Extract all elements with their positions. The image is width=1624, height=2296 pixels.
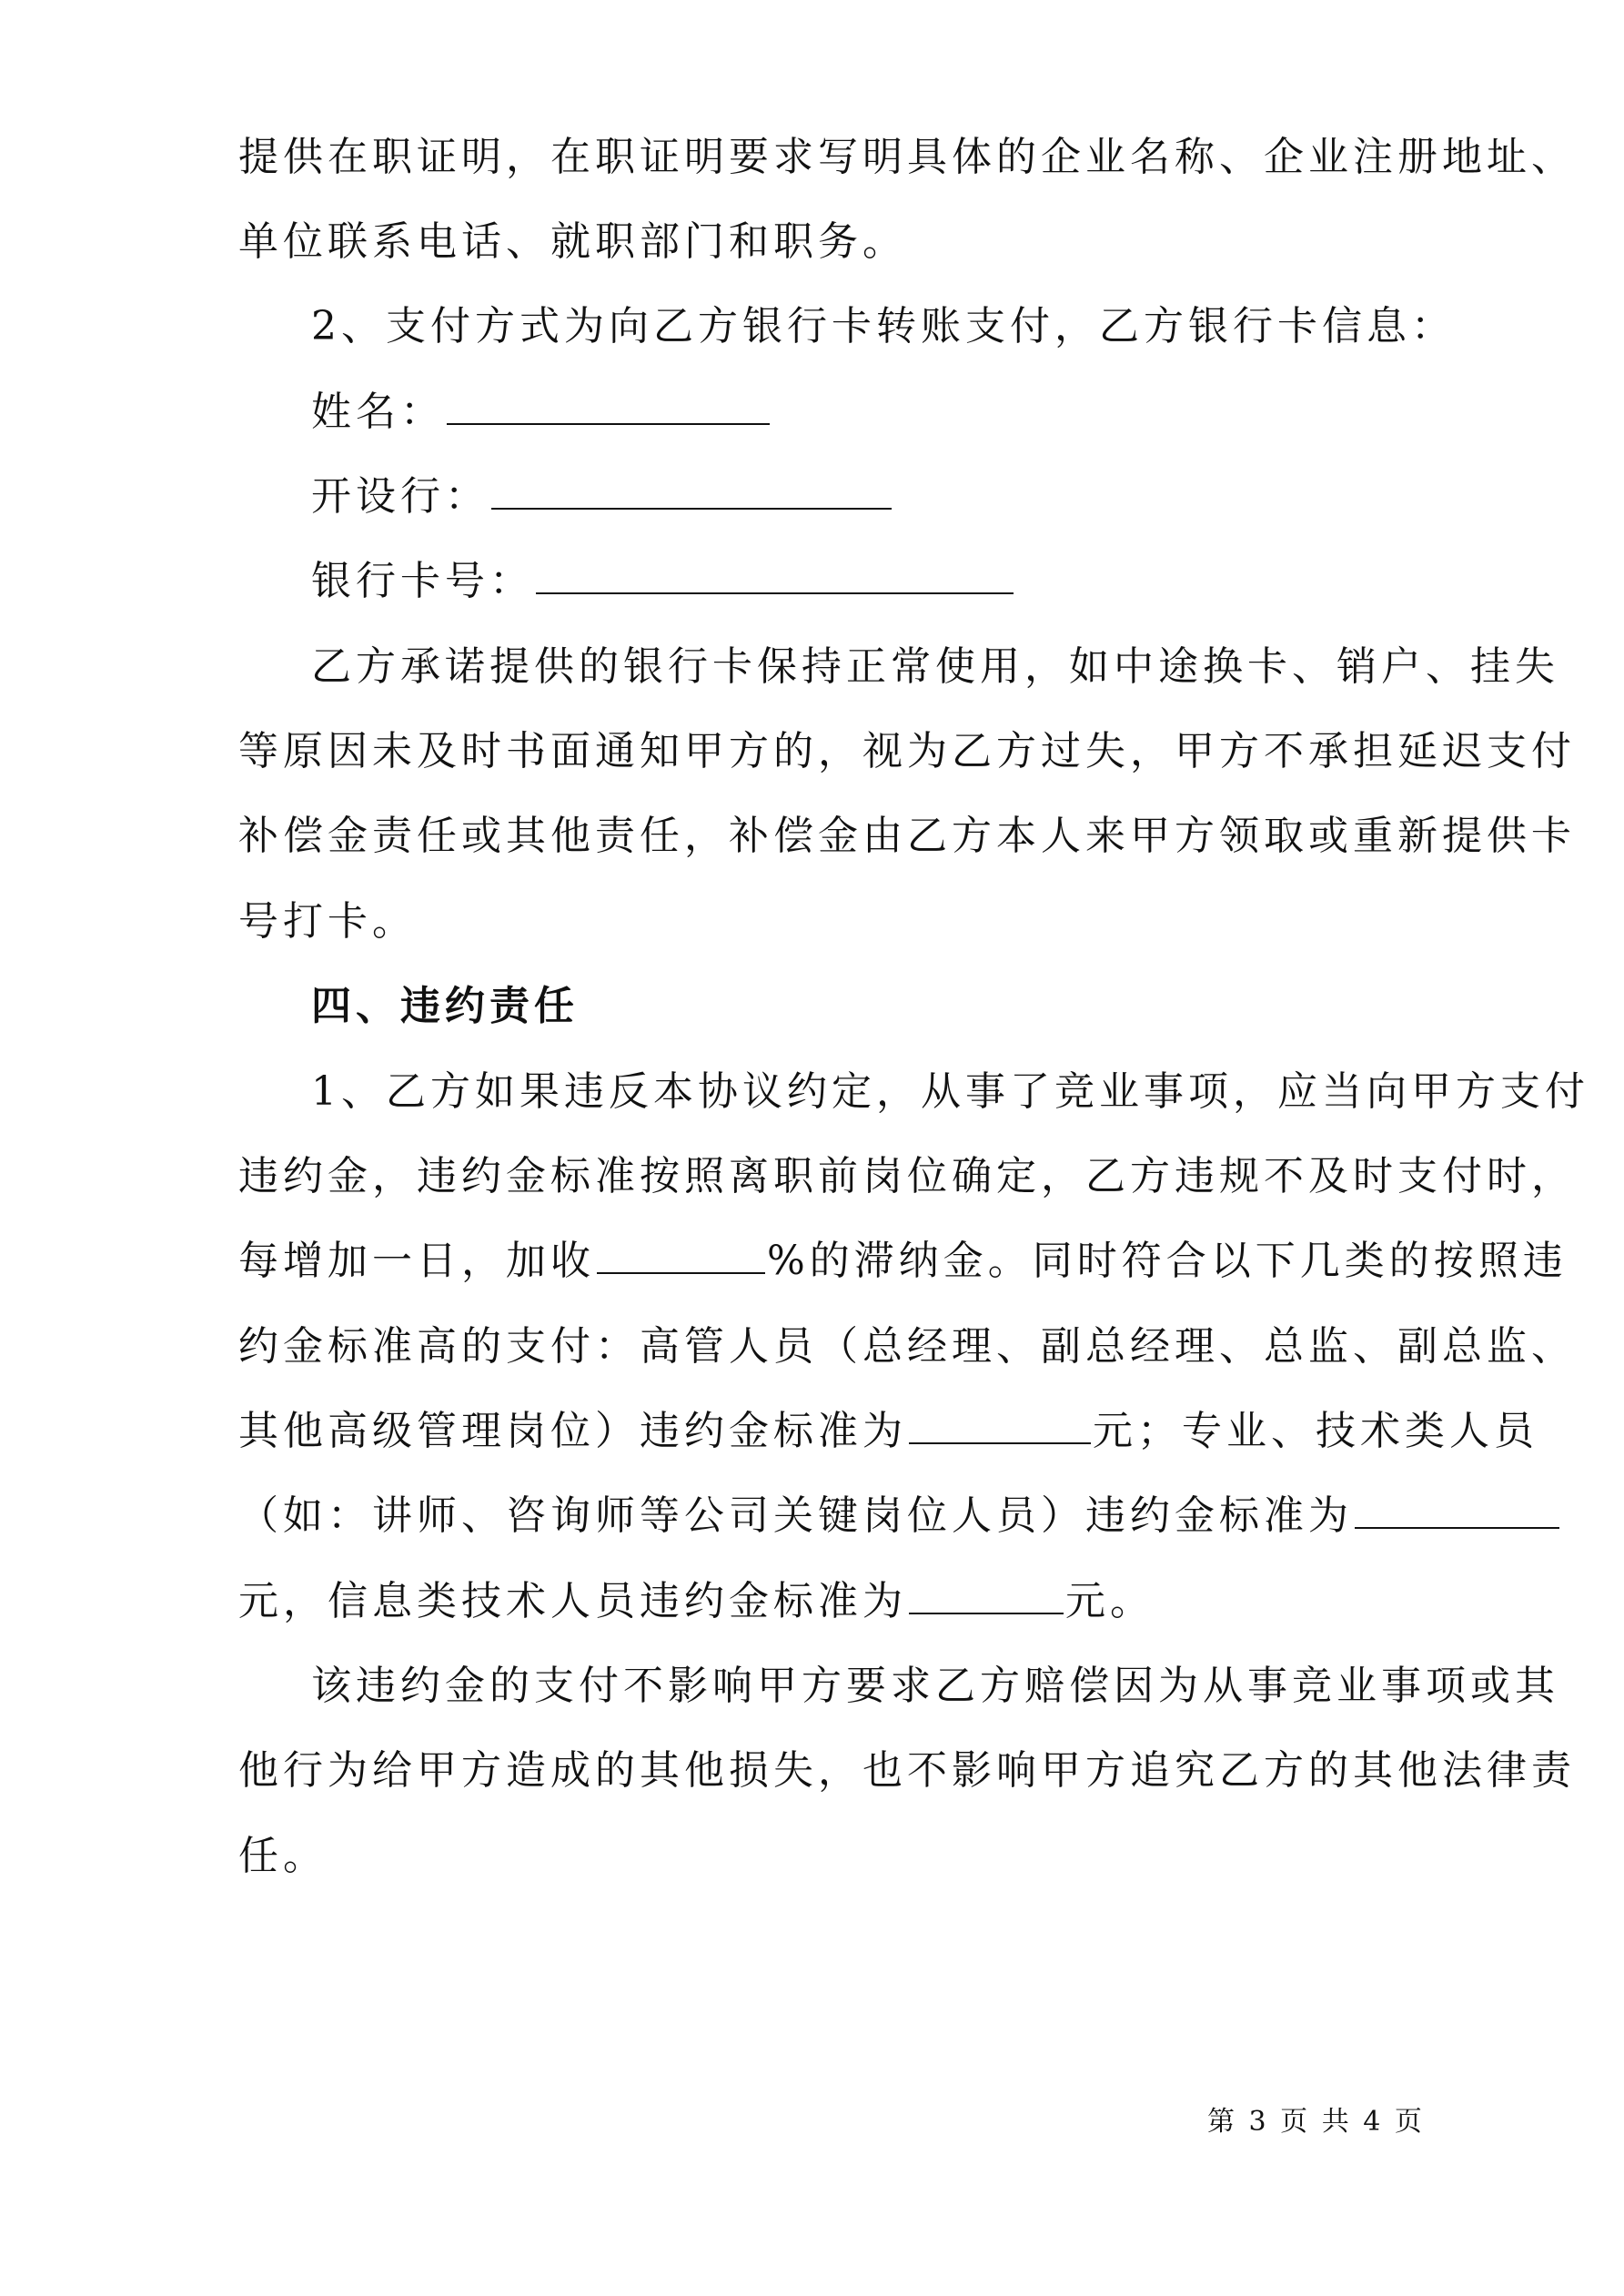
bank-branch-field-line — [311, 470, 893, 524]
paragraph-line — [238, 895, 417, 949]
paragraph-line — [238, 1489, 1561, 1543]
paragraph-line — [238, 1149, 1576, 1204]
bank-branch-label: 开设行： — [311, 473, 489, 520]
paragraph-line — [238, 130, 1576, 185]
paragraph-line — [311, 299, 1456, 354]
technical-penalty-blank — [1355, 1491, 1559, 1529]
name-blank — [447, 387, 770, 425]
text: 2、支付方式为向乙方银行卡转账支付，乙方银行卡信息： — [311, 303, 1456, 349]
section-heading — [311, 979, 579, 1034]
paragraph-line — [238, 809, 1576, 864]
name-label: 姓名： — [311, 389, 445, 435]
card-number-field-line — [311, 554, 1015, 609]
text: 号打卡。 — [238, 898, 417, 945]
paragraph-line — [238, 1574, 1155, 1629]
page-number-footer: 第 3 页 共 4 页 — [1207, 2106, 1425, 2138]
text: 元，信息类技术人员违约金标准为 — [238, 1578, 907, 1624]
text: 他行为给甲方造成的其他损失，也不影响甲方追究乙方的其他法律责 — [238, 1747, 1576, 1794]
text: %的滞纳金。同时符合以下几类的按照违 — [767, 1238, 1568, 1284]
text: 每增加一日，加收 — [238, 1238, 595, 1284]
text: 元；专业、技术类人员 — [1093, 1408, 1538, 1454]
paragraph-line — [238, 1829, 328, 1884]
executive-penalty-blank — [909, 1406, 1091, 1444]
text: 乙方承诺提供的银行卡保持正常使用，如中途换卡、销户、挂失 — [311, 643, 1559, 690]
text: 违约金，违约金标准按照离职前岗位确定，乙方违规不及时支付时， — [238, 1153, 1576, 1199]
bank-branch-blank — [491, 471, 892, 510]
paragraph-line — [311, 1659, 1559, 1714]
card-number-label: 银行卡号： — [311, 558, 534, 604]
paragraph-line — [238, 1744, 1576, 1798]
paragraph-line — [311, 640, 1559, 694]
paragraph-line — [238, 215, 907, 269]
text: 等原因未及时书面通知甲方的，视为乙方过失，甲方不承担延迟支付 — [238, 728, 1576, 774]
paragraph-line — [238, 1320, 1576, 1374]
it-penalty-blank — [909, 1576, 1064, 1614]
paragraph-line — [311, 1065, 1589, 1119]
text: 补偿金责任或其他责任，补偿金由乙方本人来甲方领取或重新提供卡 — [238, 813, 1576, 859]
paragraph-line — [238, 1404, 1538, 1459]
text: 单位联系电话、就职部门和职务。 — [238, 218, 907, 265]
paragraph-line — [238, 724, 1576, 779]
late-fee-percent-blank — [597, 1236, 765, 1274]
text: 元。 — [1065, 1578, 1155, 1624]
text: 其他高级管理岗位）违约金标准为 — [238, 1408, 907, 1454]
text: 任。 — [238, 1833, 328, 1879]
card-number-blank — [536, 556, 1014, 594]
name-field-line — [311, 385, 772, 440]
heading-text: 四、违约责任 — [311, 983, 579, 1029]
text: 约金标准高的支付：高管人员（总经理、副总经理、总监、副总监、 — [238, 1323, 1576, 1370]
paragraph-line — [238, 1234, 1568, 1289]
text: （如：讲师、咨询师等公司关键岗位人员）违约金标准为 — [238, 1492, 1353, 1539]
text: 1、乙方如果违反本协议约定，从事了竞业事项，应当向甲方支付 — [311, 1068, 1589, 1115]
text: 提供在职证明，在职证明要求写明具体的企业名称、企业注册地址、 — [238, 134, 1576, 180]
text: 该违约金的支付不影响甲方要求乙方赔偿因为从事竞业事项或其 — [311, 1663, 1559, 1709]
